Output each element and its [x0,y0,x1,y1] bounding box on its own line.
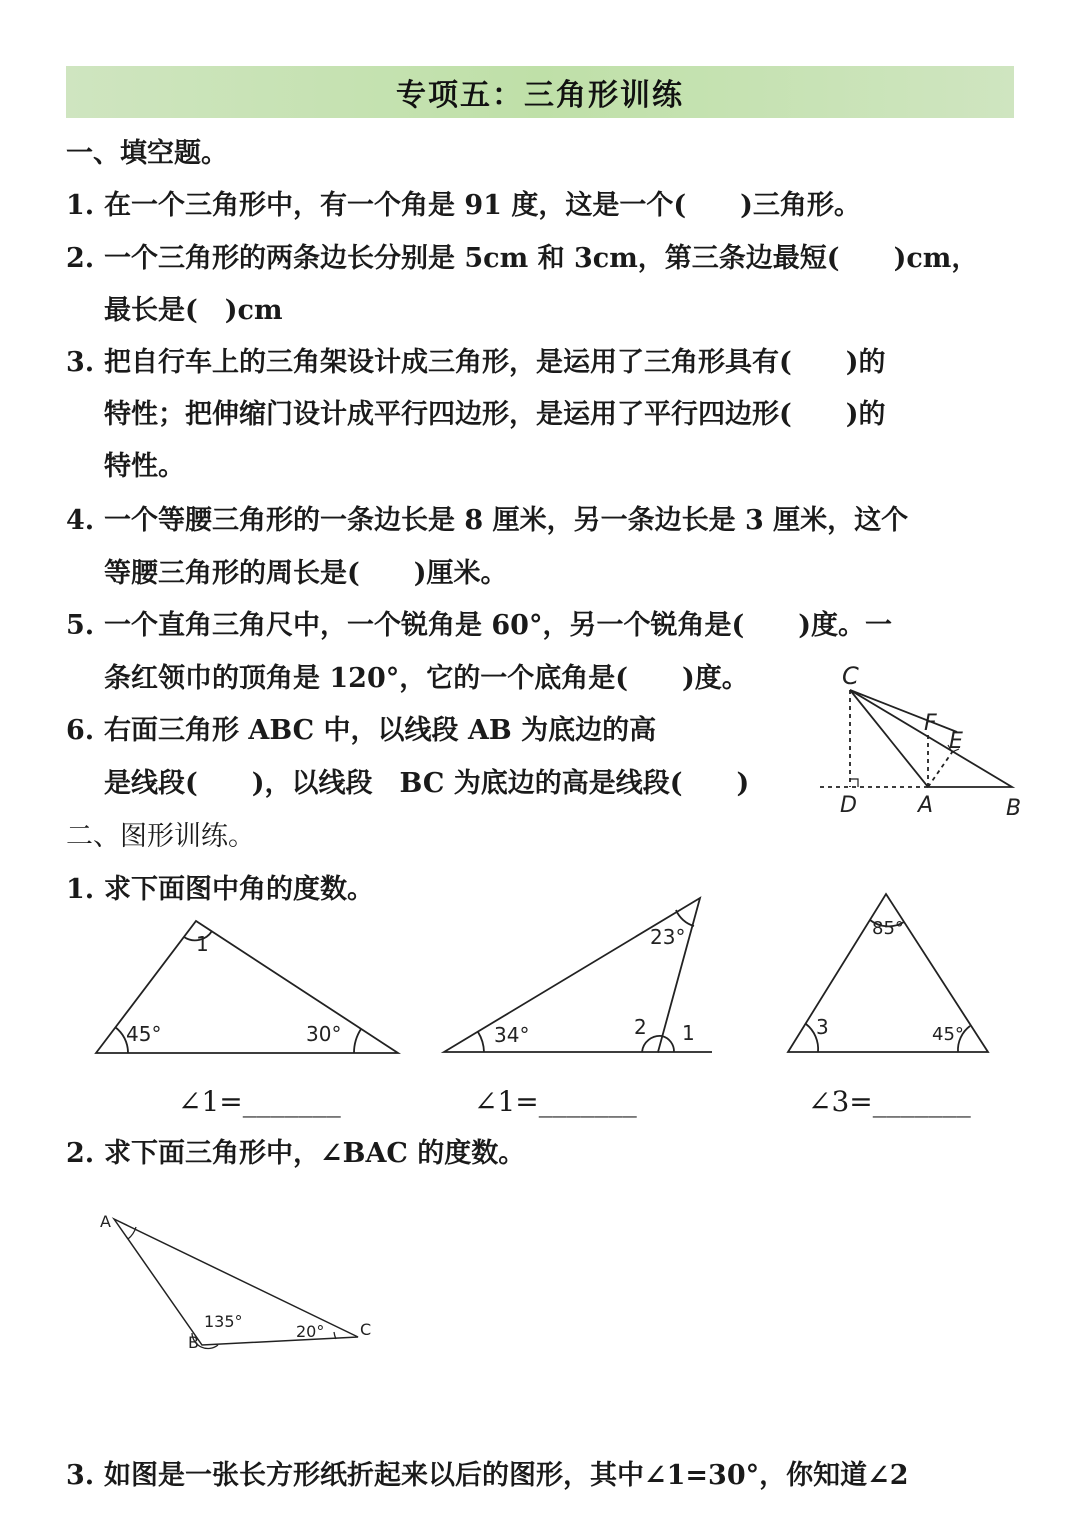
question-text-cont: 特性；把伸缩门设计成平行四边形，是运用了平行四边形( )的 [104,399,886,430]
triangle-bac-figure [96,1205,396,1355]
angle-label-1: 1 [196,932,209,956]
section1-heading: 一、填空题。 [66,138,228,169]
question-text: 一个三角形的两条边长分别是 5cm 和 3cm，第三条边最短( )cm， [104,243,979,274]
question-2-3 [66,1462,909,1489]
question-number: 3. [66,1460,95,1491]
triangle-figure-1 [90,915,410,1065]
triangle-abc-figure [800,660,1040,820]
answer-blank-3[interactable]: ∠3=_______ [808,1085,971,1118]
angle-label-30: 30° [306,1022,342,1046]
question-1-2 [66,245,978,272]
angle-label-3: 3 [816,1015,829,1039]
question-number: 5. [66,610,95,641]
question-number: 4. [66,505,95,536]
angle-arc-34 [478,1032,484,1052]
question-text: 把自行车上的三角架设计成三角形，是运用了三角形具有( )的 [104,347,886,378]
triangle-abc [850,690,1012,787]
question-text: 求下面图中角的度数。 [104,874,374,905]
question-1-3 [66,349,886,376]
question-text-cont: 等腰三角形的周长是( )厘米。 [104,558,508,589]
triangle-figure-2 [438,890,728,1060]
angle-label-2: 2 [634,1015,647,1039]
question-number: 1. [66,874,95,905]
question-1-6 [66,717,656,744]
triangle-2 [444,898,700,1052]
question-2-1 [66,876,374,903]
label-a: A [100,1212,111,1231]
label-c: C [842,662,859,690]
label-e: E [949,729,963,754]
label-b: B [188,1333,199,1352]
angle-arc-30 [354,1029,361,1053]
question-number: 2. [66,1138,95,1169]
question-text: 右面三角形 ABC 中，以线段 AB 为底边的高 [104,715,657,746]
angle-label-135: 135° [204,1312,243,1331]
label-a: A [918,793,934,818]
label-b: B [1006,796,1022,821]
question-text: 在一个三角形中，有一个角是 91 度，这是一个( )三角形。 [104,190,861,221]
label-d: D [840,793,857,818]
right-angle-mark-d [850,779,858,787]
angle-arc-a [128,1227,136,1239]
angle-label-85: 85° [872,918,904,939]
question-1-5 [66,612,892,639]
answer-blank-1[interactable]: ∠1=_______ [178,1085,341,1118]
section2-heading: 二、图形训练。 [66,821,255,852]
title-banner [66,66,1014,118]
question-1-4 [66,507,908,534]
question-text: 一个直角三角尺中，一个锐角是 60°，另一个锐角是( )度。一 [104,610,893,641]
question-text-cont: 最长是( )cm [104,295,283,326]
angle-label-1: 1 [682,1021,695,1045]
angle-arc-23 [676,910,694,926]
question-number: 2. [66,243,95,274]
question-text: 如图是一张长方形纸折起来以后的图形，其中∠1=30°，你知道∠2 [104,1460,909,1491]
question-text: 一个等腰三角形的一条边长是 8 厘米，另一条边长是 3 厘米，这个 [104,505,909,536]
label-c: C [360,1320,372,1339]
page-title: 专项五：三角形训练 [396,78,684,113]
question-number: 6. [66,715,95,746]
label-f: F [924,711,937,736]
angle-label-34: 34° [494,1023,530,1047]
question-number: 3. [66,347,95,378]
question-1-1 [66,192,861,219]
angle-label-45: 45° [932,1024,964,1045]
angle-label-45: 45° [126,1022,162,1046]
question-text-cont: 条红领巾的顶角是 120°，它的一个底角是( )度。 [104,663,749,694]
triangle-figure-3 [782,888,1002,1058]
question-number: 1. [66,190,95,221]
question-2-2 [66,1140,525,1167]
angle-label-23: 23° [650,925,686,949]
question-text-cont: 是线段( )，以线段 BC 为底边的高是线段( ) [104,768,750,799]
question-text-cont: 特性。 [104,451,185,482]
answer-blank-2[interactable]: ∠1=_______ [474,1085,637,1118]
angle-arc-1-exterior [662,1036,674,1052]
angle-label-20: 20° [296,1322,325,1341]
question-text: 求下面三角形中，∠BAC 的度数。 [104,1138,526,1169]
